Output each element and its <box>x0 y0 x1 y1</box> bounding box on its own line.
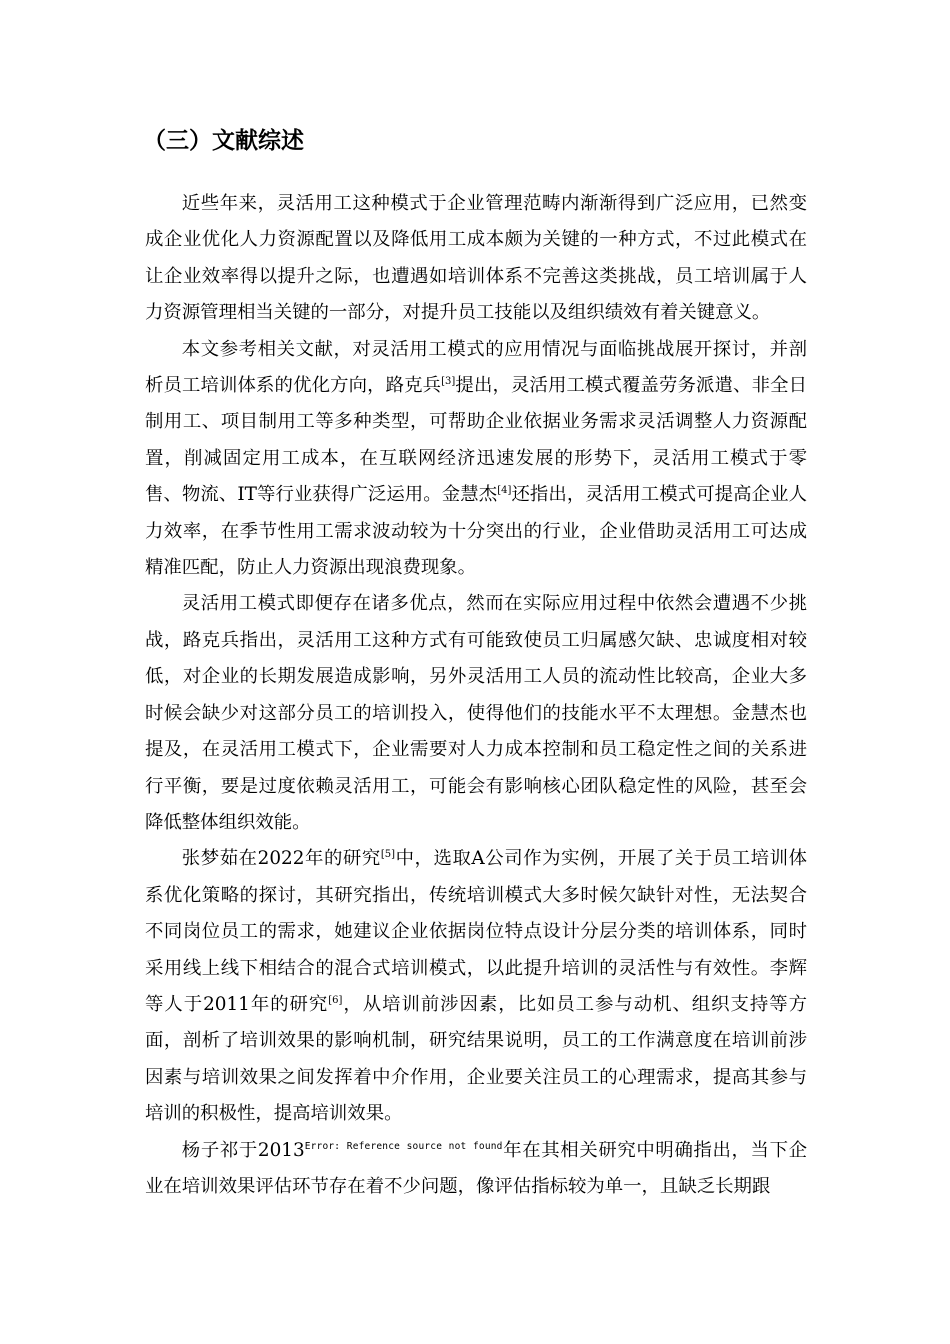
paragraph-literature-1 <box>145 332 807 587</box>
paragraph-challenges <box>145 586 807 841</box>
reference-error-marker: Error: Reference source not found <box>304 1140 503 1152</box>
paragraph-text: 本文参考相关文献，对灵活用工模式的应用情况与面临挑战展开探讨，并剖析员工培训体系的优化方向，路克兵 <box>145 338 807 397</box>
paragraph-text: ，从培训前涉因素，比如员工参与动机、组织支持等方面，剖析了培训效果的影响机制，研究结果说明，员工的工作满意度在培训前涉因素与培训效果之间发挥着中介作用，企业要关注员工的心理需求，提高其参与培训的积极性，提高培训效果。 <box>145 993 807 1125</box>
paragraph-literature-3 <box>145 1133 807 1206</box>
paragraph-intro <box>145 186 807 332</box>
section-heading: （三）文献综述 <box>143 128 304 154</box>
paragraph-text: 年在其相关研究中明确指出，当下企业在培训效果评估环节存在着不少问题，像评估指标较为单一，且缺乏长期跟 <box>145 1139 807 1197</box>
paragraph-text: 中，选取A公司作为实例，开展了关于员工培训体系优化策略的探讨，其研究指出，传统培训模式大多时候欠缺针对性，无法契合不同岗位员工的需求，她建议企业依据岗位特点设计分层分类的培训体系，同时采用线上线下相结合的混合式培训模式，以此提升培训的灵活性与有效性。李辉等人于2011年的研究 <box>145 848 807 1015</box>
citation-marker: [4] <box>497 485 512 497</box>
paragraph-text: 灵活用工模式即便存在诸多优点，然而在实际应用过程中依然会遭遇不少挑战，路克兵指出，灵活用工这种方式有可能致使员工归属感欠缺、忠诚度相对较低，对企业的长期发展造成影响，另外灵活用工人员的流动性比较高，企业大多时候会缺少对这部分员工的培训投入，使得他们的技能水平不太理想。金慧杰也提及，在灵活用工模式下，企业需要对人力成本控制和员工稳定性之间的关系进行平衡，要是过度依赖灵活用工，可能会有影响核心团队稳定性的风险，甚至会降低整体组织效能。 <box>145 593 807 833</box>
paragraph-literature-2 <box>145 841 807 1132</box>
paragraph-text: 提出，灵活用工模式覆盖劳务派遣、非全日制用工、项目制用工等多种类型，可帮助企业依据业务需求灵活调整人力资源配置，削减固定用工成本，在互联网经济迅速发展的形势下，灵活用工模式于零售、物流、IT等行业获得广泛运用。金慧杰 <box>145 375 807 506</box>
paragraph-text: 杨子祁于2013 <box>181 1139 305 1161</box>
document-body <box>145 186 807 1205</box>
citation-marker: [3] <box>441 376 456 388</box>
citation-marker: [5] <box>380 849 396 861</box>
paragraph-text: 还指出，灵活用工模式可提高企业人力效率，在季节性用工需求波动较为十分突出的行业，企业借助灵活用工可达成精准匹配，防止人力资源出现浪费现象。 <box>145 484 807 579</box>
paragraph-text: 张梦茹在2022年的研究 <box>181 848 381 870</box>
paragraph-text: 近些年来，灵活用工这种模式于企业管理范畴内渐渐得到广泛应用，已然变成企业优化人力资源配置以及降低用工成本颇为关键的一种方式，不过此模式在让企业效率得以提升之际，也遭遇如培训体系不完善这类挑战，员工培训属于人力资源管理相当关键的一部分，对提升员工技能以及组织绩效有着关键意义。 <box>145 193 807 324</box>
citation-marker: [6] <box>328 994 343 1006</box>
